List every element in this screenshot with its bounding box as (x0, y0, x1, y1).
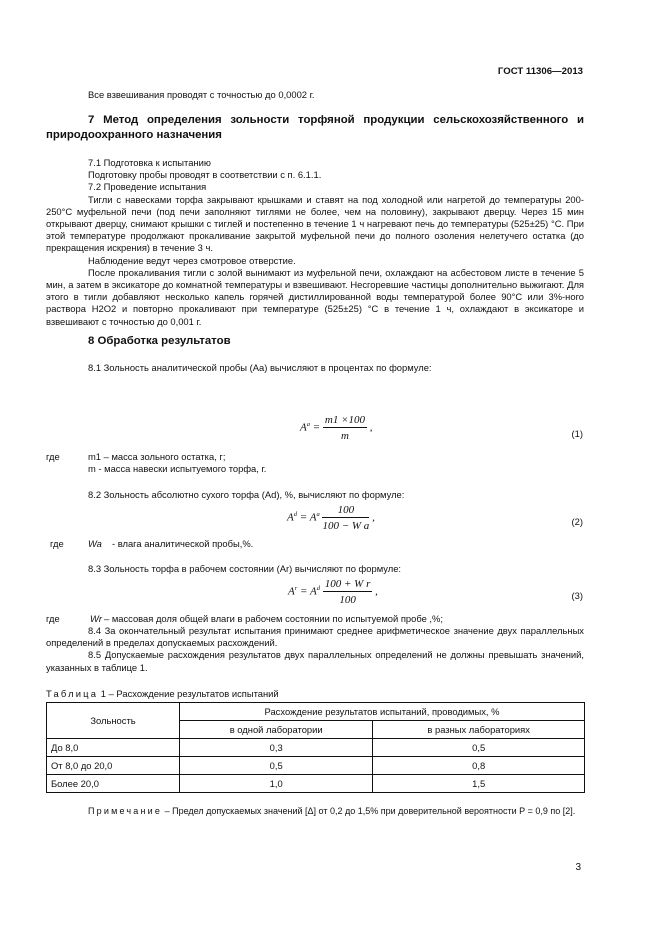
para-7-2-observe: Наблюдение ведут через смотровое отверстие. (88, 254, 296, 266)
equation-1-fraction: $\frac{m1 \times 100}{m}$ (324, 414, 366, 442)
cell-one: 0,5 (180, 757, 373, 775)
para-7-2-text: Тигли с навесками торфа закрывают крышками и ставят на под холодной или нагретой до температуры 200-250°С муфельной печи (под печи заполняют тиглями не более, чем на половину), закрывают дверцу. Через 15 мин открывают дверцу, снимают крышки с тиглей и постепенно в течение 1 ч нагревают печь до температуры (525±25) °С. При этой температуре продолжают прокаливание закрытой муфельной печи до полного озоления нелетучего остатка (до прекращения искрения) в течение 3 ч. (46, 193, 584, 254)
para-8-3: 8.3 Зольность торфа в рабочем состоянии (Ar) вычисляют по формуле: (88, 563, 402, 574)
equation-1-number: (1) (571, 428, 583, 439)
table-1-caption (46, 688, 279, 699)
para-8-1: 8.1 Зольность аналитической пробы (Aa) вычисляют в процентах по формуле: (88, 362, 432, 373)
where-2-symbol: Wa (88, 538, 102, 549)
where-1-m: m - масса навески испытуемого торфа, г. (88, 463, 267, 475)
section-7 (46, 113, 584, 142)
para-7-2: 7.2 Проведение испытания (88, 181, 207, 193)
cell-diff: 0,8 (373, 757, 585, 775)
header-group: Расхождение результатов испытаний, проводимых, % (180, 703, 585, 721)
para-8-3-block (46, 563, 584, 575)
where-2-label: где (50, 538, 64, 549)
where-3-text: – массовая доля общей влаги в рабочем состоянии по испытуемой пробе ,%; (104, 613, 443, 624)
equation-2-number: (2) (571, 516, 583, 527)
page-number: 3 (575, 862, 581, 873)
table-header-row (47, 703, 585, 721)
para-8-4-8-5 (46, 625, 584, 674)
table-1-caption-word: Таблица (46, 688, 99, 699)
where-2-text: - влага аналитической пробы,%. (112, 538, 254, 549)
equation-3: $A^r = A^d$ $\frac{\text{100 + W r}}{100}$ , (288, 578, 378, 606)
cell-ash: От 8,0 до 20,0 (47, 757, 180, 775)
where-3-symbol: Wr (90, 613, 102, 624)
cell-ash: До 8,0 (47, 739, 180, 757)
equation-3-fraction: $\frac{\text{100 + W r}}{100}$ (324, 578, 371, 606)
header-diff-lab: в разных лабораториях (373, 721, 585, 739)
section-7-body (46, 157, 584, 328)
cell-diff: 0,5 (373, 739, 585, 757)
equation-1: $A^a$ = $\frac{m1 \times 100}{m}$ , (300, 414, 373, 442)
note-word: Примечание (88, 806, 163, 816)
cell-ash: Более 20,0 (47, 775, 180, 793)
table-1-caption-text: 1 – Расхождение результатов испытаний (98, 688, 279, 699)
cell-one: 0,3 (180, 739, 373, 757)
section-8 (46, 334, 584, 349)
equation-2-fraction: $\frac{100}{\text{100 − W a}}$ (322, 504, 370, 532)
equation-3-number: (3) (571, 590, 583, 601)
para-8-2: 8.2 Зольность абсолютно сухого торфа (Ad), %, вычисляют по формуле: (88, 489, 405, 500)
section-8-title: 8 Обработка результатов (88, 335, 231, 347)
para-7-1: 7.1 Подготовка к испытанию (88, 157, 211, 168)
cell-one: 1,0 (180, 775, 373, 793)
header-one-lab: в одной лаборатории (180, 721, 373, 739)
standard-header: ГОСТ 11306—2013 (497, 66, 583, 77)
table-note (46, 805, 584, 817)
para-8-5: 8.5 Допускаемые расхождения результатов двух параллельных определений не должны превышать значений, указанных в таблице 1. (46, 649, 584, 673)
where-1-label: где (46, 451, 60, 462)
table-row (47, 775, 585, 793)
equation-2: $A^d = A^a$ $\frac{100}{\text{100 − W a}}$ , (287, 504, 375, 532)
cell-diff: 1,5 (373, 775, 585, 793)
para-8-2-block (46, 489, 584, 501)
para-7-2-after: После прокаливания тигли с золой вынимают из муфельной печи, охлаждают на асбестовом листе в течение 5 мин, а затем в эксикаторе до комнатной температуры и взвешивают. Несгоревшие частицы дополнительно выжигают. Для этого в тигли добавляют несколько капель горячей дистиллированной воды температурой более 90°С или 3%-ного раствора H2O2 и повторно прокаливают при температуре (525±25) °С в течение 1 ч, охлаждают в эксикаторе и взвешивают с точностью до 0,001 г. (46, 266, 584, 327)
para-8-1-block (46, 362, 584, 374)
section-7-title: 7 Метод определения зольности торфяной продукции сельскохозяйственного и природоохранного назначения (46, 114, 584, 141)
table-row (47, 757, 585, 775)
table-1 (46, 702, 585, 793)
para-8-4: 8.4 За окончательный результат испытания принимают среднее арифметическое значение двух параллельных определений в пределах допускаемых расхождений. (46, 625, 584, 649)
intro-block (46, 89, 584, 101)
where-1-list (88, 451, 508, 475)
where-1-m1: m1 – масса зольного остатка, г; (88, 451, 226, 462)
table-row (47, 739, 585, 757)
header-ash: Зольность (47, 703, 180, 739)
para-7-1-text: Подготовку пробы проводят в соответствии с п. 6.1.1. (88, 169, 322, 181)
intro-line: Все взвешивания проводят с точностью до 0,0002 г. (88, 89, 315, 100)
where-3-label: где (46, 613, 60, 624)
note-text: – Предел допускаемых значений [Δ] от 0,2 до 1,5% при доверительной вероятности Р = 0,9 по [2]. (162, 806, 576, 816)
